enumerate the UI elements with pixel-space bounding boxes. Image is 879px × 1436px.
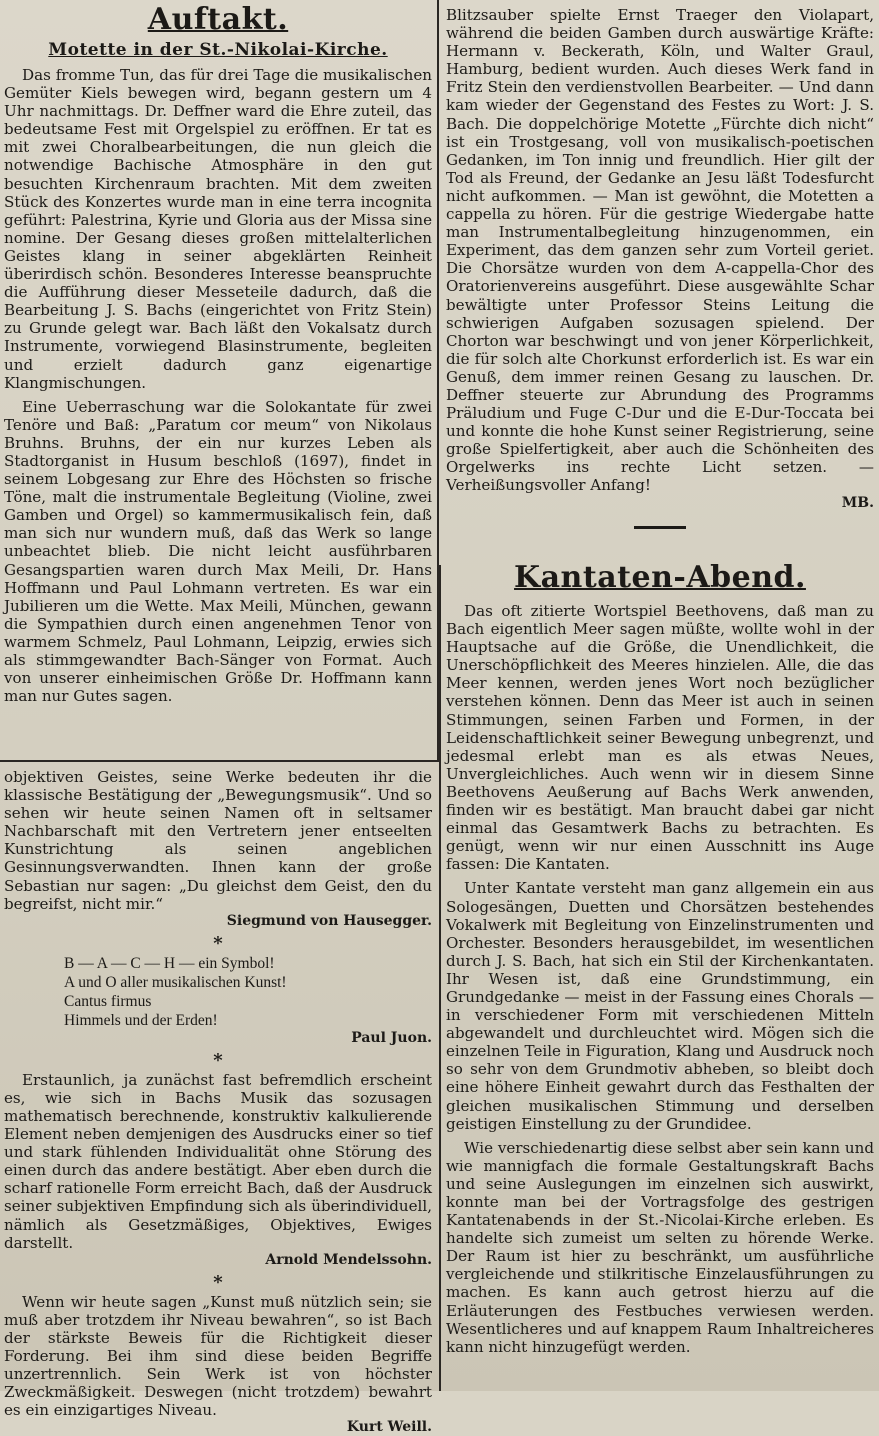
poem-line: B — A — C — H — ein Symbol! (64, 954, 275, 972)
column-rule-bottom (439, 565, 441, 1391)
paragraph: Blitzsauber spielte Ernst Traeger den Violapart, während die beiden Gamben durch auswärtige Kräfte: Hermann v. Beckerath, Köln, und Walter Graul, Hamburg, bedient wurden. Auch dieses Werk fand in Fritz Stein den verdienstvollen Bearbeiter. — Und dann kam wieder der Gegenstand des Festes zu Wort: J. S. Bach. Die doppelchörige Motette „Fürchte dich nicht“ ist ein Trostgesang, voll von musikalisch-poetischen Gedanken, im Ton innig und freundlich. Hier gilt der Tod als Freund, der Gedanke an Jesu läßt Todesfurcht nicht aufkommen. — Man ist gewöhnt, die Motetten a cappella zu hören. Für die gestrige Wiedergabe hatte man Instrumentalbegleitung hinzugenommen, ein Experiment, das dem ganzen sehr zum Vorteil geriet. Die Chorsätze wurden von dem A-cappella-Chor des Oratorienvereins ausgeführt. Diese ausgewählte Schar bewältigte unter Professor Steins Leitung die schwierigen Aufgaben sozusagen spielend. Der Chorton war beschwingt und von jener Körperlichkeit, die für solch alte Chorkunst erforderlich ist. Es war ein Genuß, dem immer reinen Gesang zu lauschen. Dr. Deffner steuerte zur Abrundung des Programms Präludium und Fuge C-Dur und die E-Dur-Toccata bei und konnte die hohe Kunst seiner Registrierung, seine große Spielfertigkeit, aber auch die Schönheiten des Orgelwerks ins rechte Licht setzen. — Verheißungsvoller Anfang! (446, 6, 874, 495)
article-auftakt-continued (446, 6, 874, 536)
paragraph: Unter Kantate versteht man ganz allgemein ein aus Sologesängen, Duetten und Chorsätzen bestehendes Vokalwerk mit Begleitung von Einzelinstrumenten und Orchester. Besonders herausgebildet, im wesentlichen durch J. S. Bach, hat sich ein Stil der Kirchenkantaten. Ihr Wesen ist, daß eine Grundstimmung, ein Grundgedanke — meist in der Fassung eines Chorals — in verschiedener Form mit verschiedenen Mitteln abgewandelt und durchleuchtet wird. Mögen sich die einzelnen Teile in Figuration, Klang und Ausdruck noch so sehr von dem Grundmotiv abheben, so bleibt doch eine höhere Einheit gewahrt durch das Festhalten der gleichen musikalischen Stimmung und derselben geistigen Einstellung zu der Grundidee. (446, 879, 874, 1133)
article-auftakt (4, 2, 432, 758)
quote-text: Erstaunlich, ja zunächst fast befremdlich erscheint es, wie sich in Bachs Musik das sozusagen mathematisch berechnende, konstruktiv kalkulierende Element neben demjenigen des Ausdrucks einer so tief und stark fühlenden Individualität ohne Störung des einen durch das andere bestätigt. Aber eben durch die scharf rationelle Form erreicht Bach, daß der Ausdruck seiner subjektiven Empfindung sich als überindividuell, nämlich als Gesetzmäßiges, Objektives, Ewiges darstellt. (4, 1070, 432, 1252)
asterisk-divider: * (213, 1271, 223, 1293)
left-article-bottom-rule (0, 760, 439, 762)
quote-author: Kurt Weill. (346, 1419, 432, 1436)
quote-author: Siegmund von Hausegger. (226, 912, 432, 929)
article-kantaten-abend (446, 560, 874, 1390)
paragraph: Eine Ueberraschung war die Solokantate für zwei Tenöre und Baß: „Paratum cor meum“ von Nikolaus Bruhns. Bruhns, der ein nur kurzes Leben als Stadtorganist in Husum beschloß (1697), findet in seinem Lobgesang zur Ehre des Höchsten so frische Töne, malt die instrumentale Begleitung (Violine, zwei Gamben und Orgel) so kammermusikalisch fein, daß man sich nur wundern muß, daß das Werk so lange unbeachtet blieb. Die nicht leicht ausführbaren Gesangspartien waren durch Max Meili, Dr. Hans Hoffmann und Paul Lohmann vertreten. Es war ein Jubilieren um die Wette. Max Meili, München, gewann die Sympathien durch einen angenehmen Tenor von warmem Schmelz, Paul Lohmann, Leipzig, erwies sich als stimmgewandter Bach-Sänger von Format. Auch von unserer einheimischen Größe Dr. Hoffmann kann man nur Gutes sagen. (4, 397, 432, 706)
asterisk-divider: * (213, 932, 223, 954)
quote-author: Paul Juon. (351, 1029, 432, 1046)
asterisk-divider: * (213, 1049, 223, 1071)
paragraph: Das oft zitierte Wortspiel Beethovens, daß man zu Bach eigentlich Meer sagen müßte, wollte wohl in der Hauptsache auf die Größe, die Unendlichkeit, die Unerschöpflichkeit des Meeres hinzielen. Alle, die das Meer kennen, werden jenes Wort noch bezüglicher verstehen können. Denn das Meer ist auch in seinen Stimmungen, seinen Farben und Formen, in der Leidenschaftlichkeit seiner Bewegung unbegrenzt, und jedesmal erlebt man es als etwas Neues, Unvergleichliches. Auch wenn wir in diesem Sinne Beethovens Aeußerung auf Bachs Werk anwenden, finden wir es bestätigt. Man braucht dabei gar nicht einmal das Gesamtwerk Bachs zu betrachten. Es genügt, wenn wir nur einen Ausschnitt ins Auge fassen: Die Kantaten. (446, 602, 874, 874)
article-title: Auftakt. (147, 2, 289, 37)
article-title: Kantaten-Abend. (514, 560, 806, 595)
quote-text: objektiven Geistes, seine Werke bedeuten ihr die klassische Bestätigung der „Bewegungsmusik“. Und so sehen wir heute seinen Namen oft in seltsamer Nachbarschaft mit den Vertretern jener entseelten Kunstrichtung als seinen angeblichen Gesinnungsverwandten. Ihnen kann der große Sebastian nur sagen: „Du gleichst dem Geist, den du begreifst, nicht mir.“ (4, 768, 432, 913)
quote-text: Wenn wir heute sagen „Kunst muß nützlich sein; sie muß aber trotzdem ihr Niveau bewahren“, so ist Bach der stärkste Beweis für die Richtigkeit dieser Forderung. Bei ihm sind diese beiden Begriffe unzertrennlich. Sein Werk ist von höchster Zweckmäßigkeit. Deswegen (nicht trotzdem) bewahrt es ein einzigartiges Niveau. (4, 1292, 432, 1420)
paragraph: Das fromme Tun, das für drei Tage die musikalischen Gemüter Kiels bewegen wird, begann gestern um 4 Uhr nachmittags. Dr. Deffner ward die Ehre zuteil, das bedeutsame Fest mit Orgelspiel zu eröffnen. Er tat es mit zwei Choralbearbeitungen, die nun gleich die notwendige Bachische Atmosphäre in den gut besuchten Kirchenraum brachten. Mit dem zweiten Stück des Konzertes wurde man in eine terra incognita geführt: Palestrina, Kyrie und Gloria aus der Missa sine nomine. Der Gesang dieses großen mittelalterlichen Geistes klang in seiner abgeklärten Reinheit überirdisch schön. Besonderes Interesse beanspruchte die Aufführung dieser Messeteile dadurch, daß die Bearbeitung J. S. Bachs (eingerichtet von Fritz Stein) zu Grunde gelegt war. Bach läßt den Vokalsatz durch Instrumente, vorwiegend Blasinstrumente, begleiten und erzielt dadurch ganz eigenartige Klangmischungen. (4, 66, 432, 392)
article-subtitle: Motette in der St.-Nikolai-Kirche. (48, 40, 388, 60)
quote-author: Arnold Mendelssohn. (265, 1251, 432, 1268)
poem-line: A und O aller musikalischen Kunst! (64, 973, 287, 991)
poem-line: Cantus firmus (64, 992, 152, 1010)
paragraph: Wie verschiedenartig diese selbst aber sein kann und wie mannigfach die formale Gestaltungskraft Bachs und seine Auslegungen im einzelnen sich auswirkt, konnte man bei der Vortragsfolge des gestrigen Kantatenabends in der St.-Nicolai-Kirche erleben. Es handelte sich zumeist um selten zu hörende Werke. Der Raum ist hier zu beschränkt, um ausführliche vergleichende und stilkritische Einzelausführungen zu machen. Es kann auch getrost hierzu auf die Erläuterungen des Festbuches verwiesen werden. Wesentlicheres und auf knappem Raum Inhaltreicheres kann nicht hinzugefügt werden. (446, 1138, 874, 1356)
bach-quotes-section (4, 768, 432, 1436)
poem-line: Himmels und der Erden! (64, 1011, 218, 1029)
section-divider (634, 526, 686, 529)
author-signature: MB. (841, 494, 874, 511)
